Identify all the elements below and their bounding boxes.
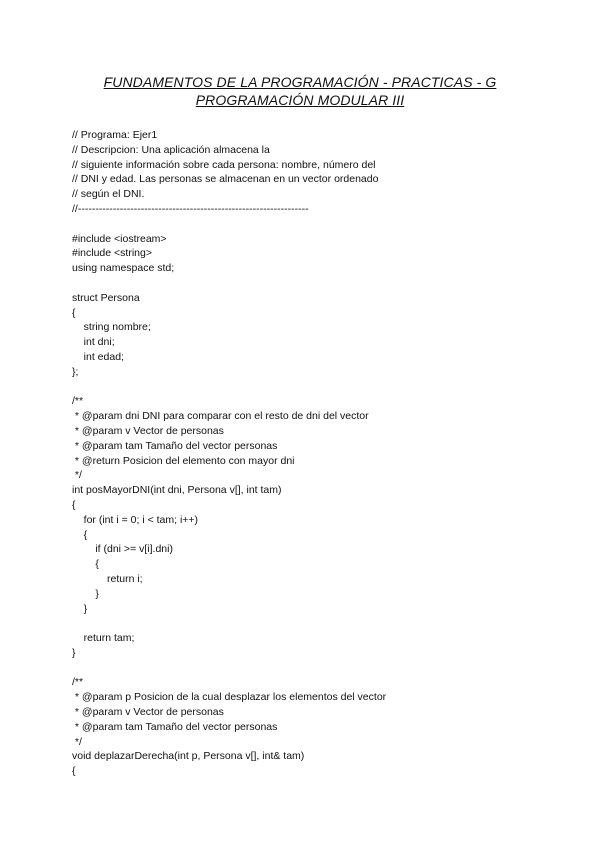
code-line: // Programa: Ejer1 [72,129,158,141]
code-line: } [72,602,88,615]
code-line: } [72,587,99,600]
code-line: */ [72,469,82,482]
code-line: { [72,498,76,511]
code-line: if (dni >= v[i].dni) [72,543,173,556]
title-line-1: FUNDAMENTOS DE LA PROGRAMACIÓN - PRACTICAS - G [103,74,497,90]
code-line: /** [72,676,84,689]
code-line [72,217,572,232]
code-line [72,616,572,631]
code-line: /** [72,395,84,408]
code-line: { [72,558,99,571]
code-line: for (int i = 0; i < tam; i++) [72,513,199,526]
code-line: return i; [72,572,143,585]
code-line: { [72,765,76,778]
code-line: * @param p Posicion de la cual desplazar los elementos del vector [72,691,387,704]
code-line: * @return Posicion del elemento con mayor dni [72,454,295,467]
code-listing [72,128,572,779]
code-line: // DNI y edad. Las personas se almacenan en un vector ordenado [72,173,379,186]
code-line: int dni; [72,336,115,349]
code-line [72,276,572,291]
code-line: #include <string> [72,247,152,260]
code-line: } [72,646,76,659]
code-line: }; [72,365,79,378]
code-line [72,661,572,676]
code-line: int posMayorDNI(int dni, Persona v[], int tam) [72,484,282,497]
document-title [0,73,600,109]
code-line: struct Persona [72,291,140,304]
code-line: int edad; [72,350,124,363]
code-line: // según el DNI. [72,188,145,201]
code-line: // Descripcion: Una aplicación almacena la [72,143,270,156]
code-line: return tam; [72,632,135,645]
code-line: #include <iostream> [72,232,167,245]
code-line: * @param tam Tamaño del vector personas [72,720,278,733]
code-line: * @param v Vector de personas [72,706,224,719]
code-line: void deplazarDerecha(int p, Persona v[], int& tam) [72,750,305,763]
code-line [72,380,572,395]
code-line: string nombre; [72,321,151,334]
code-line: * @param v Vector de personas [72,424,224,437]
code-line: using namespace std; [72,262,175,275]
code-line: * @param tam Tamaño del vector personas [72,439,278,452]
code-line: * @param dni DNI para comparar con el resto de dni del vector [72,410,369,423]
code-line: */ [72,735,82,748]
code-line: // siguiente información sobre cada persona: nombre, número del [72,158,376,171]
code-line: { [72,528,88,541]
code-line: //------------------------------------------------------------------ [72,202,309,215]
code-line: { [72,306,76,319]
title-line-2: PROGRAMACIÓN MODULAR III [195,92,405,108]
